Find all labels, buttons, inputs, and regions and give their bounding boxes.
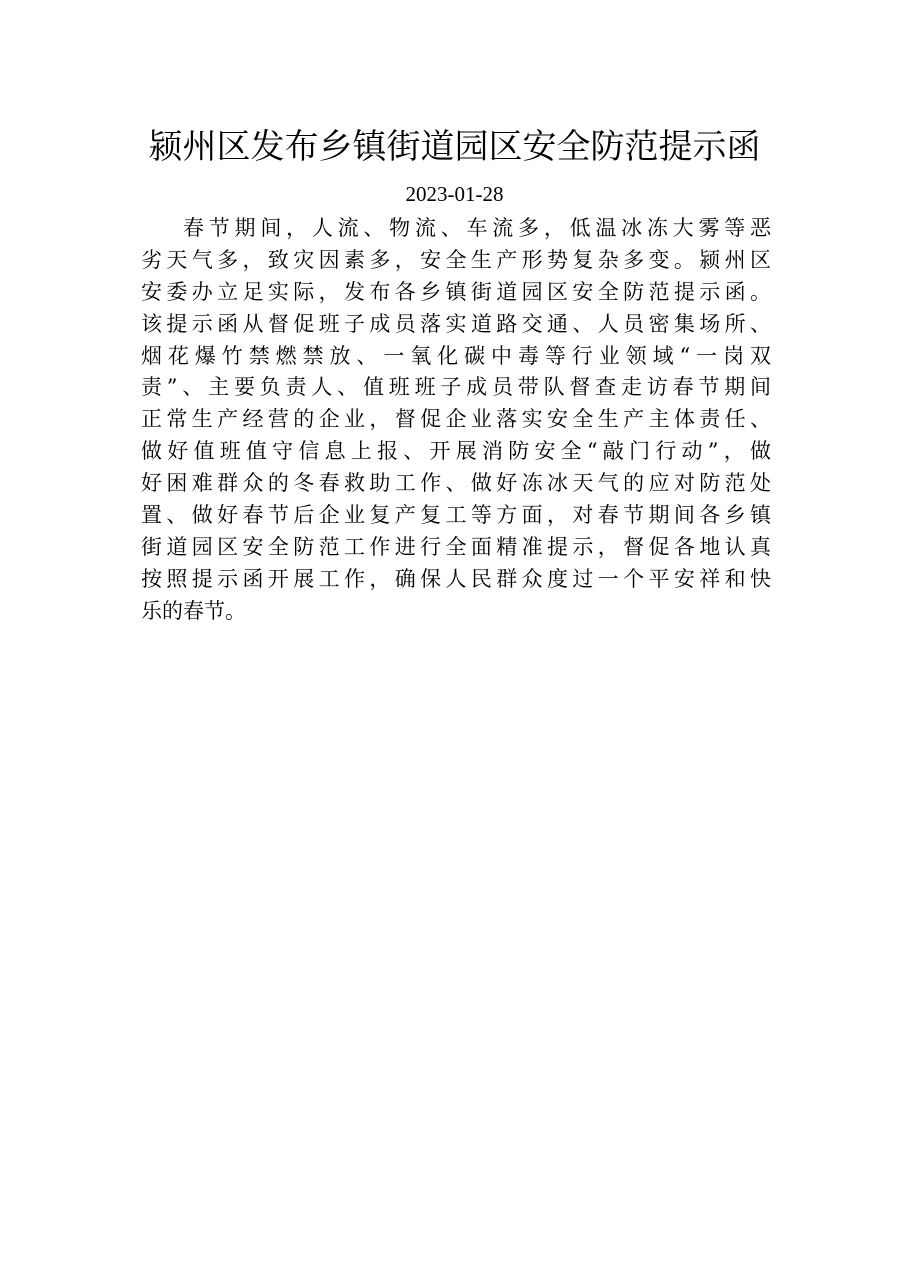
body-line: 烟花爆竹禁燃禁放、一氧化碳中毒等行业领域“一岗双 bbox=[141, 343, 771, 368]
body-line: 责”、主要负责人、值班班子成员带队督查走访春节期间 bbox=[141, 375, 771, 400]
body-line: 该提示函从督促班子成员落实道路交通、人员密集场所、 bbox=[141, 311, 771, 336]
body-line: 街道园区安全防范工作进行全面精准提示，督促各地认真 bbox=[141, 534, 771, 559]
document-date: 2023-01-28 bbox=[405, 182, 504, 206]
body-line: 正常生产经营的企业，督促企业落实安全生产主体责任、 bbox=[141, 407, 771, 432]
body-line: 劣天气多，致灾因素多，安全生产形势复杂多变。颍州区 bbox=[141, 247, 771, 272]
body-line: 乐的春节。 bbox=[141, 598, 246, 623]
body-line: 安委办立足实际，发布各乡镇街道园区安全防范提示函。 bbox=[141, 279, 771, 304]
body-line: 置、做好春节后企业复产复工等方面，对春节期间各乡镇 bbox=[141, 503, 771, 528]
body-line: 春节期间，人流、物流、车流多，低温冰冻大雾等恶 bbox=[183, 216, 771, 240]
document-body bbox=[141, 213, 771, 628]
document-title: 颍州区发布乡镇街道园区安全防范提示函 bbox=[148, 127, 761, 167]
body-line: 好困难群众的冬春救助工作、做好冻冰天气的应对防范处 bbox=[141, 471, 771, 496]
body-line: 做好值班值守信息上报、开展消防安全“敲门行动”，做 bbox=[141, 439, 771, 464]
body-line: 按照提示函开展工作，确保人民群众度过一个平安祥和快 bbox=[141, 566, 771, 591]
